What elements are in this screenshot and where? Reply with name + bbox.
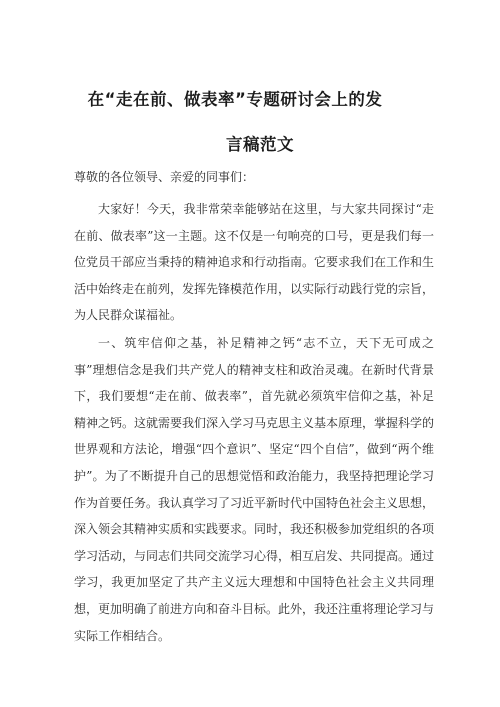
document-title-line-2: 言稿范文 <box>226 135 294 154</box>
paragraph-section-one: 一、筑牢信仰之基，补足精神之钙“志不立，天下无可成之事”理想信念是我们共产党人的精神支柱和政治灵魂。在新时代背景下，我们要想“走在前、做表率”，首先就必须筑牢信仰之基，补足精神之钙。这就需要我们深入学习马克思主义基本原理，掌握科学的世界观和方法论，增强“四个意识”、坚定“四个自信”，做到“两个维护”。为了不断提升自己的思想觉悟和政治能力，我坚持把理论学习作为首要任务。我认真学习了习近平新时代中国特色社会主义思想，深入领会其精神实质和实践要求。同时，我还积极参加党组织的各项学习活动，与同志们共同交流学习心得，相互启发、共同提高。通过学习，我更加坚定了共产主义远大理想和中国特色社会主义共同理想，更加明确了前进方向和奋斗目标。此外，我还注重将理论学习与实际工作相结合。 <box>74 336 435 643</box>
document-title-line-1: 在“走在前、做表率”专题研讨会上的发 <box>87 90 383 109</box>
paragraph-intro: 大家好！今天，我非常荣幸能够站在这里，与大家共同探讨“走在前、做表率”这一主题。这不仅是一句响亮的口号，更是我们每一位党员干部应当秉持的精神追求和行动指南。它要求我们在工作和生活中始终走在前列，发挥先锋模范作用，以实际行动践行党的宗旨，为人民群众谋福祉。 <box>74 202 435 323</box>
greeting: 尊敬的各位领导、亲爱的同事们： <box>74 170 255 184</box>
